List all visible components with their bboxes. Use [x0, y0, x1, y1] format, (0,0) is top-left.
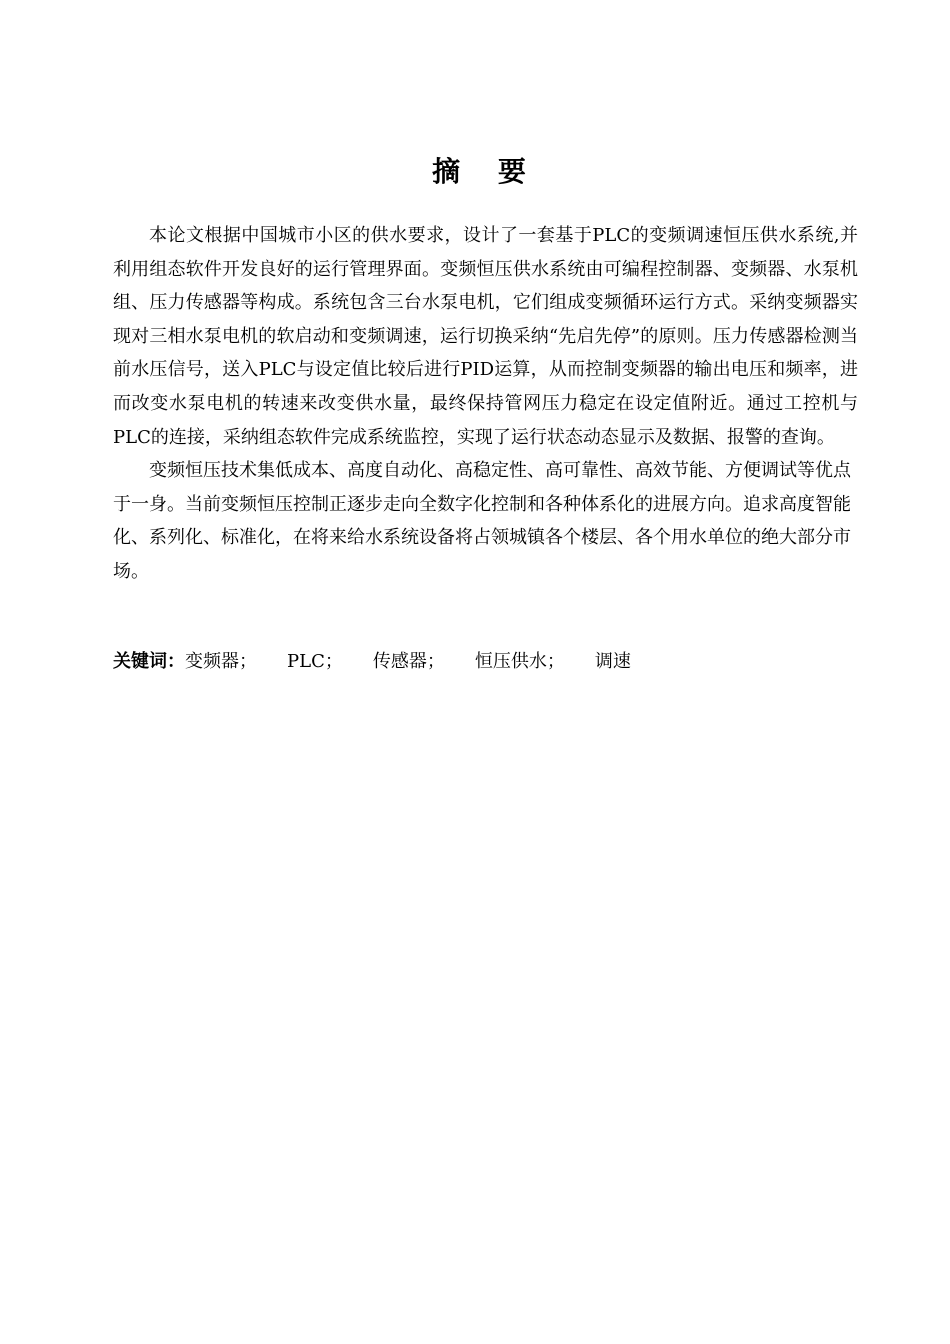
keywords-line: [113, 645, 858, 678]
keyword-item: 传感器；: [372, 651, 445, 672]
keyword-item: 变频器；: [185, 651, 257, 672]
keyword-item: 恒压供水；: [474, 651, 565, 672]
abstract-paragraph-2: 变频恒压技术集低成本、高度自动化、高稳定性、高可靠性、高效节能、方便调试等优点于一身。当前变频恒压控制正逐步走向全数字化控制和各种体系化的进展方向。追求高度智能化、系列化、标准化，在将来给水系统设备将占领城镇各个楼层、各个用水单位的绝大部分市场。: [113, 460, 851, 582]
keywords-label: 关键词：: [113, 651, 185, 672]
keyword-item: PLC；: [287, 651, 343, 672]
abstract-title: 摘 要: [432, 155, 540, 188]
abstract-paragraph-1: 本论文根据中国城市小区的供水要求，设计了一套基于PLC的变频调速恒压供水系统,并利用组态软件开发良好的运行管理界面。变频恒压供水系统由可编程控制器、变频器、水泵机组、压力传感器等构成。系统包含三台水泵电机，它们组成变频循环运行方式。采纳变频器实现对三相水泵电机的软启动和变频调速，运行切换采纳“先启先停”的原则。压力传感器检测当前水压信号，送入PLC与设定值比较后进行PID运算，从而控制变频器的输出电压和频率，进而改变水泵电机的转速来改变供水量，最终保持管网压力稳定在设定值附近。通过工控机与PLC的连接，采纳组态软件完成系统监控，实现了运行状态动态显示及数据、报警的查询。: [113, 225, 858, 448]
abstract-body: [113, 219, 858, 589]
keyword-item: 调速: [594, 651, 631, 672]
